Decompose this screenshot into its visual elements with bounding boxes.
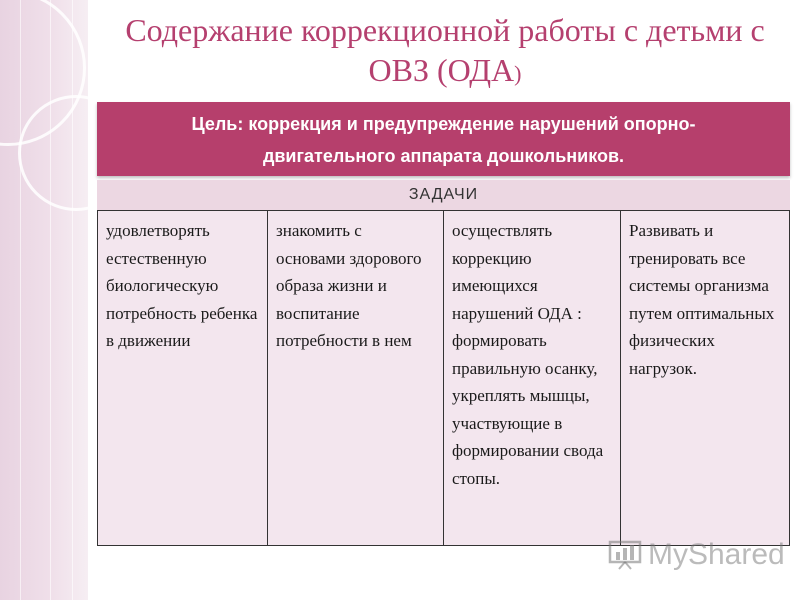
title-line-2 xyxy=(100,50,790,94)
presentation-icon xyxy=(608,540,642,570)
task-cell-1: удовлетворять естественную биологическую потребность ребенка в движении xyxy=(98,211,268,545)
tasks-header: ЗАДАЧИ xyxy=(97,180,790,210)
title-line-2-main: ОВЗ (ОДА xyxy=(368,52,515,88)
task-cell-3: осуществлять коррекцию имеющихся нарушений ОДА : формировать правильную осанку, укреплять мышцы, участвующие в формировании свода стопы. xyxy=(444,211,621,545)
watermark xyxy=(608,537,785,573)
title-line-2-tail: ) xyxy=(514,61,522,86)
tasks-table xyxy=(97,210,790,546)
goal-banner xyxy=(97,102,790,176)
watermark-text: MyShared xyxy=(648,538,785,571)
goal-line-1: Цель: коррекция и предупреждение нарушений опорно- xyxy=(191,114,696,134)
task-cell-2: знакомить с основами здорового образа жизни и воспитание потребности в нем xyxy=(268,211,444,545)
slide-title xyxy=(100,10,790,94)
task-cell-4: Развивать и тренировать все системы организма путем оптимальных физических нагрузок. xyxy=(629,221,775,378)
goal-line-2: двигательного аппарата дошкольников. xyxy=(262,146,625,166)
title-line-1: Содержание коррекционной работы с детьми с xyxy=(125,12,765,48)
